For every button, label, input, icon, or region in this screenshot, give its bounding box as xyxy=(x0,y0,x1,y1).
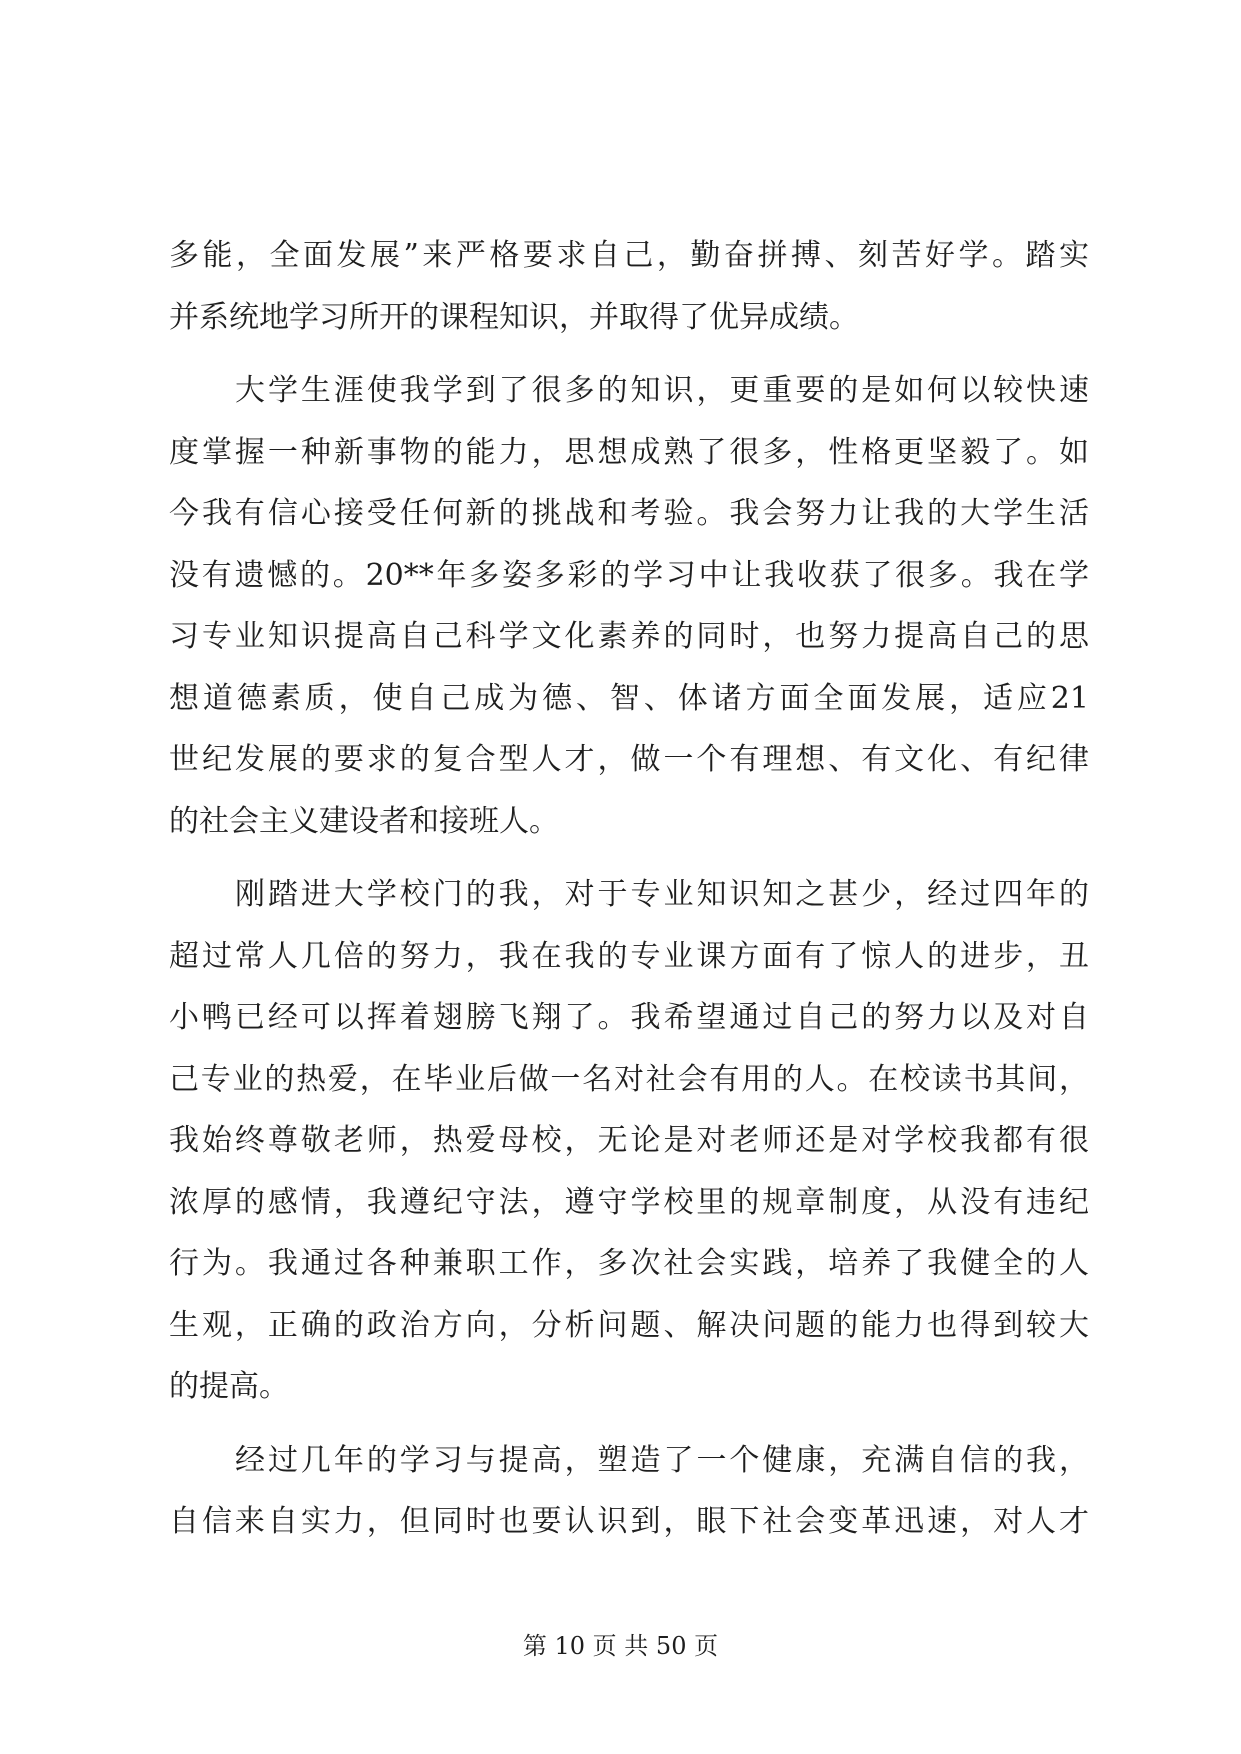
paragraph-line: 小鸭已经可以挥着翅膀飞翔了。我希望通过自己的努力以及对自 xyxy=(169,1000,1089,1035)
paragraph-line: 我始终尊敬老师，热爱母校，无论是对老师还是对学校我都有很 xyxy=(169,1123,1089,1158)
paragraph-line: 超过常人几倍的努力，我在我的专业课方面有了惊人的进步，丑 xyxy=(169,938,1089,974)
paragraph-line: 生观，正确的政治方向，分析问题、解决问题的能力也得到较大 xyxy=(169,1307,1089,1343)
paragraph-line: 大学生涯使我学到了很多的知识，更重要的是如何以较快速 xyxy=(235,373,1089,408)
paragraph-line: 今我有信心接受任何新的挑战和考验。我会努力让我的大学生活 xyxy=(169,496,1089,531)
paragraph-line: 世纪发展的要求的复合型人才，做一个有理想、有文化、有纪律 xyxy=(169,742,1089,777)
body-paragraph xyxy=(169,864,1089,1418)
page-footer xyxy=(0,1631,1241,1661)
paragraph-line: 行为。我通过各种兼职工作，多次社会实践，培养了我健全的人 xyxy=(169,1246,1089,1281)
paragraph-line: 自信来自实力，但同时也要认识到，眼下社会变革迅速，对人才 xyxy=(169,1504,1089,1539)
body-paragraph xyxy=(169,1430,1089,1553)
paragraph-line: 刚踏进大学校门的我，对于专业知识知之甚少，经过四年的 xyxy=(235,877,1089,912)
paragraph-line: 经过几年的学习与提高，塑造了一个健康，充满自信的我， xyxy=(235,1442,1089,1478)
body-paragraph xyxy=(169,225,1089,348)
paragraph-line: 己专业的热爱，在毕业后做一名对社会有用的人。在校读书其间， xyxy=(169,1061,1089,1097)
paragraph-line: 多能，全面发展”来严格要求自己，勤奋拼搏、刻苦好学。踏实 xyxy=(169,238,1089,273)
body-paragraph xyxy=(169,360,1089,852)
paragraph-line: 度掌握一种新事物的能力，思想成熟了很多，性格更坚毅了。如 xyxy=(169,434,1089,470)
document-body xyxy=(169,225,1089,1553)
paragraph-line: 浓厚的感情，我遵纪守法，遵守学校里的规章制度，从没有违纪 xyxy=(169,1184,1089,1220)
paragraph-line: 并系统地学习所开的课程知识，并取得了优异成绩。 xyxy=(169,299,859,335)
paragraph-line: 没有遗憾的。20**年多姿多彩的学习中让我收获了很多。我在学 xyxy=(169,557,1089,593)
paragraph-line: 的社会主义建设者和接班人。 xyxy=(169,803,559,839)
paragraph-line: 想道德素质，使自己成为德、智、体诸方面全面发展，适应21 xyxy=(169,680,1089,716)
paragraph-line: 习专业知识提高自己科学文化素养的同时，也努力提高自己的思 xyxy=(169,619,1089,654)
page-number-label: 第 10 页 共 50 页 xyxy=(522,1632,719,1660)
paragraph-line: 的提高。 xyxy=(169,1369,289,1404)
